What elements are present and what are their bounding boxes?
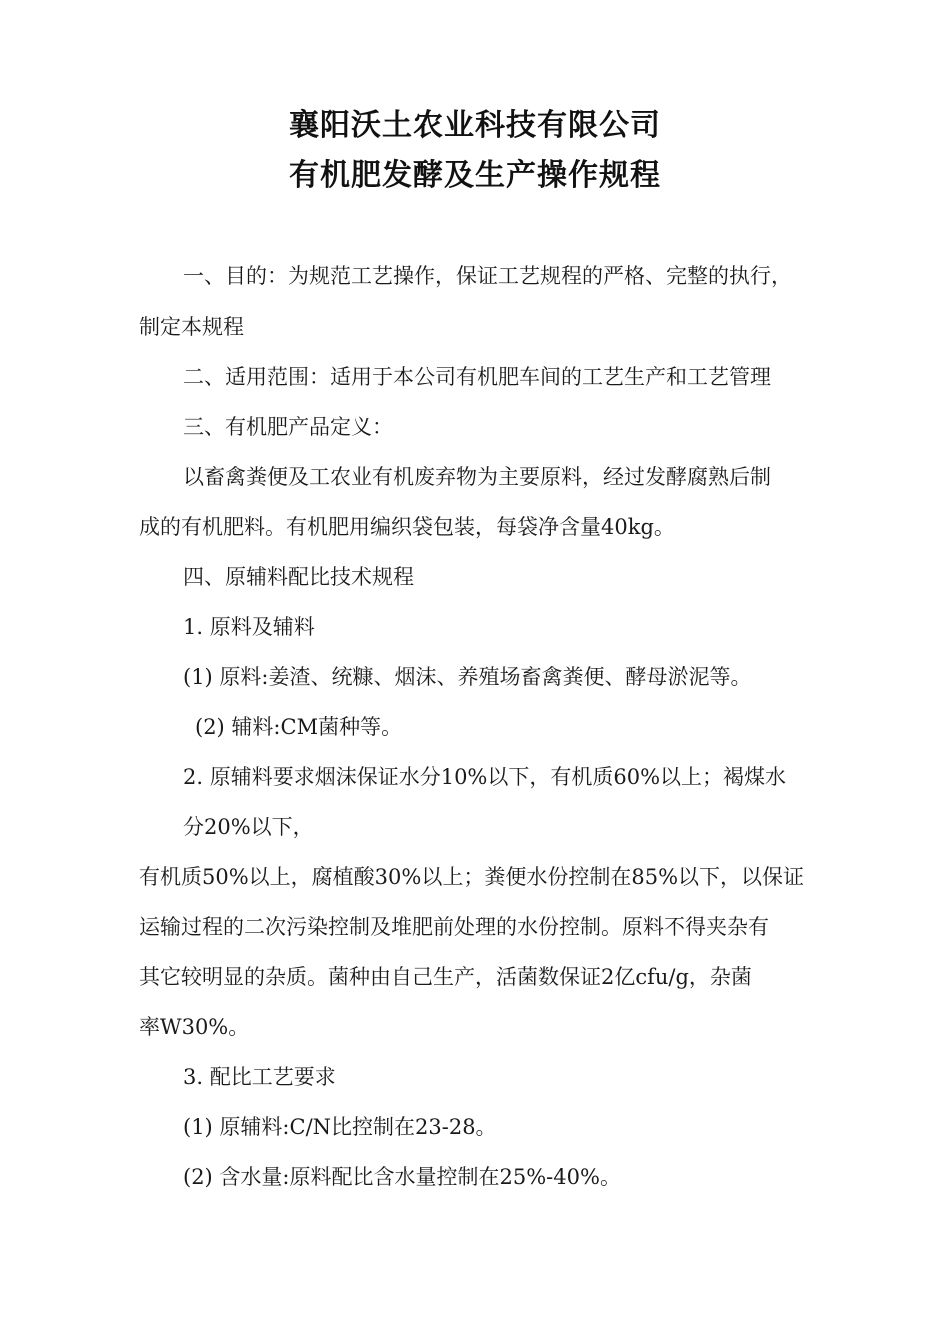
item-ratio-process-heading: 3. 配比工艺要求 <box>183 1065 336 1089</box>
paragraph-requirements-4: 率W30%。 <box>139 1015 250 1039</box>
item-moisture-content: (2) 含水量:原料配比含水量控制在25%-40%。 <box>183 1165 621 1189</box>
section-product-definition: 三、有机肥产品定义： <box>183 415 393 439</box>
item-material-requirements-cont: 分20%以下， <box>183 815 314 839</box>
paragraph-requirements-2: 运输过程的二次污染控制及堆肥前处理的水份控制。原料不得夹杂有 <box>139 915 769 939</box>
paragraph-purpose-cont: 制定本规程 <box>139 315 244 339</box>
document-title-company: 襄阳沃土农业科技有限公司 <box>289 108 661 143</box>
paragraph-scope: 二、适用范围：适用于本公司有机肥车间的工艺生产和工艺管理 <box>183 365 771 389</box>
item-raw-materials: (1) 原料:姜渣、统糠、烟沫、养殖场畜禽粪便、酵母淤泥等。 <box>183 665 752 689</box>
item-auxiliary-materials: (2) 辅料:CM菌种等。 <box>195 715 403 739</box>
item-material-requirements: 2. 原辅料要求烟沫保证水分10%以下，有机质60%以上；褐煤水 <box>183 765 787 789</box>
item-materials-heading: 1. 原料及辅料 <box>183 615 315 639</box>
paragraph-purpose: 一、目的：为规范工艺操作，保证工艺规程的严格、完整的执行， <box>183 264 792 288</box>
paragraph-requirements-3: 其它较明显的杂质。菌种由自己生产，活菌数保证2亿cfu/g，杂菌 <box>139 965 752 989</box>
item-cn-ratio: (1) 原辅料:C/N比控制在23-28。 <box>183 1115 497 1139</box>
document-title-procedure: 有机肥发酵及生产操作规程 <box>289 158 661 193</box>
paragraph-definition: 以畜禽粪便及工农业有机废弃物为主要原料，经过发酵腐熟后制 <box>183 465 771 489</box>
paragraph-definition-cont: 成的有机肥料。有机肥用编织袋包装，每袋净含量40kg。 <box>139 515 675 539</box>
paragraph-requirements-1: 有机质50%以上，腐植酸30%以上；粪便水份控制在85%以下，以保证 <box>139 865 805 889</box>
section-ratio-rules: 四、原辅料配比技术规程 <box>183 565 414 589</box>
